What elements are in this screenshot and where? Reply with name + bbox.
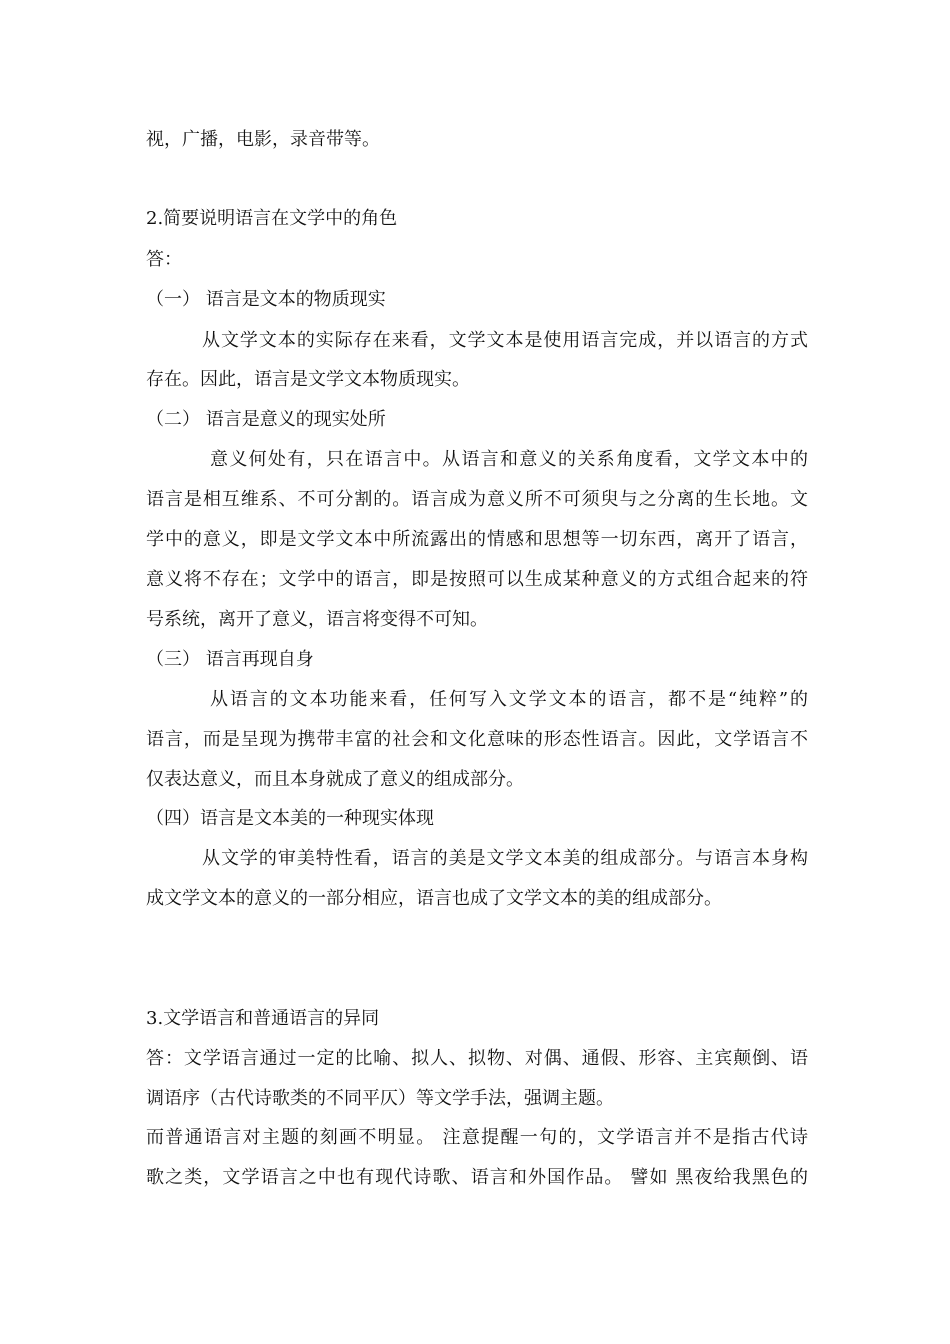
section-2-line-4: 意义将不存在；文学中的语言，即是按照可以生成某种意义的方式组合起来的符 — [146, 569, 808, 590]
question-3-heading: 3.文学语言和普通语言的异同 — [146, 1008, 380, 1029]
section-3-line-2: 语言，而是呈现为携带丰富的社会和文化意味的形态性语言。因此，文学语言不 — [146, 729, 808, 750]
section-2-line-5: 号系统，离开了意义，语言将变得不可知。 — [146, 609, 488, 630]
question-2-heading: 2.简要说明语言在文学中的角色 — [146, 208, 398, 229]
section-3-heading: （三） 语言再现自身 — [146, 649, 314, 670]
section-2-line-1: 意义何处有，只在语言中。从语言和意义的关系角度看，文学文本中的 — [210, 449, 808, 470]
question-3-line-2: 调语序（古代诗歌类的不同平仄）等文学手法，强调主题。 — [146, 1088, 614, 1109]
section-1-heading: （一） 语言是文本的物质现实 — [146, 289, 386, 310]
question-3-line-4: 歌之类，文学语言之中也有现代诗歌、语言和外国作品。 譬如 黑夜给我黑色的 — [146, 1167, 808, 1188]
section-4-line-1: 从文学的审美特性看，语言的美是文学文本美的组成部分。与语言本身构 — [202, 848, 808, 869]
question-3-line-3: 而普通语言对主题的刻画不明显。 注意提醒一句的，文学语言并不是指古代诗 — [146, 1127, 808, 1148]
section-2-heading: （二） 语言是意义的现实处所 — [146, 409, 386, 430]
section-4-line-2: 成文学文本的意义的一部分相应，语言也成了文学文本的美的组成部分。 — [146, 888, 722, 909]
section-1-line-2: 存在。因此，语言是文学文本物质现实。 — [146, 369, 470, 390]
section-1-line-1: 从文学文本的实际存在来看，文学文本是使用语言完成，并以语言的方式 — [202, 330, 808, 351]
continuation-line: 视，广播，电影，录音带等。 — [146, 129, 380, 150]
section-4-heading: （四）语言是文本美的一种现实体现 — [146, 808, 434, 829]
question-3-line-1: 答：文学语言通过一定的比喻、拟人、拟物、对偶、通假、形容、主宾颠倒、语 — [146, 1048, 808, 1069]
section-2-line-2: 语言是相互维系、不可分割的。语言成为意义所不可须臾与之分离的生长地。文 — [146, 489, 808, 510]
answer-label: 答： — [146, 249, 182, 270]
section-2-line-3: 学中的意义，即是文学文本中所流露出的情感和思想等一切东西，离开了语言， — [146, 529, 808, 550]
section-3-line-3: 仅表达意义，而且本身就成了意义的组成部分。 — [146, 769, 524, 790]
section-3-line-1: 从语言的文本功能来看，任何写入文学文本的语言，都不是“纯粹”的 — [210, 689, 808, 710]
